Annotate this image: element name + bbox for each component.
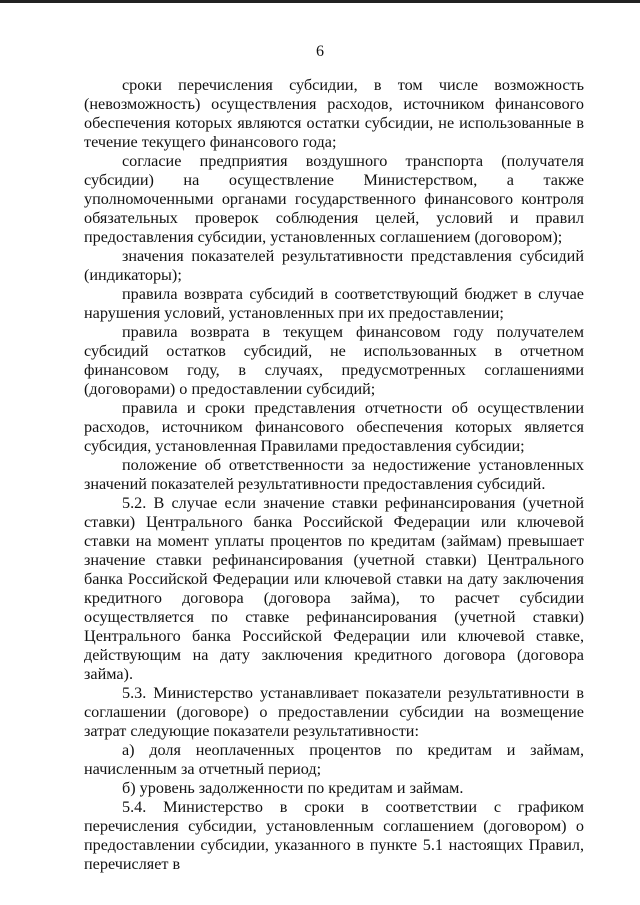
paragraph-return-remainders: правила возврата в текущем финансовом году получателем субсидий остатков субсидий, не использованных в отчетном финансовом году, в случаях, предусмотренных соглашениями (договорами) о предоставлении субсидий; (84, 323, 584, 398)
paragraph-payment-terms: сроки перечисления субсидии, в том числе возможность (невозможность) осуществления расходов, источником финансового обеспечения которых являются остатки субсидии, не использованные в течение текущего финансового года; (84, 76, 584, 151)
paragraph-reporting-rules: правила и сроки представления отчетности об осуществлении расходов, источником финансового обеспечения которых является субсидия, установленная Правилами предоставления субсидии; (84, 399, 584, 455)
paragraph-performance-indicators: значения показателей результативности представления субсидий (индикаторы); (84, 247, 584, 284)
paragraph-5-2: 5.2. В случае если значение ставки рефинансирования (учетной ставки) Центрального банка Российской Федерации или ключевой ставки на момент уплаты процентов по кредитам (займам) превышает значение ставки рефинансирования (учетной ставки) Центрального банка Российской Федерации или ключевой ставки на дату заключения кредитного договора (договора займа), то расчет субсидии осуществляется по ставке рефинансирования (учетной ставки) Центрального банка Российской Федерации или ключевой ставке, действующим на дату заключения кредитного договора (договора займа). (84, 494, 584, 683)
top-border-rule (0, 0, 640, 3)
paragraph-responsibility: положение об ответственности за недостижение установленных значений показателей результативности предоставления субсидий. (84, 456, 584, 493)
paragraph-5-3-b: б) уровень задолженности по кредитам и займам. (122, 779, 464, 797)
paragraph-5-3-a: а) доля неоплаченных процентов по кредитам и займам, начисленным за отчетный период; (84, 741, 584, 778)
paragraph-5-4: 5.4. Министерство в сроки в соответствии с графиком перечисления субсидии, установленным соглашением (договором) о предоставлении субсидии, указанного в пункте 5.1 настоящих Правил, перечисляет в (84, 798, 584, 873)
paragraph-consent-inspections: согласие предприятия воздушного транспорта (получателя субсидии) на осуществление Министерством, а также уполномоченными органами государственного финансового контроля обязательных проверок соблюдения целей, условий и правил предоставления субсидии, установленных соглашением (договором); (84, 152, 584, 246)
page-number: 6 (316, 43, 324, 60)
document-body (84, 76, 584, 874)
paragraph-return-rules: правила возврата субсидий в соответствующий бюджет в случае нарушения условий, установленных при их предоставлении; (84, 285, 584, 322)
paragraph-5-3: 5.3. Министерство устанавливает показатели результативности в соглашении (договоре) о предоставлении субсидии на возмещение затрат следующие показатели результативности: (84, 684, 584, 740)
